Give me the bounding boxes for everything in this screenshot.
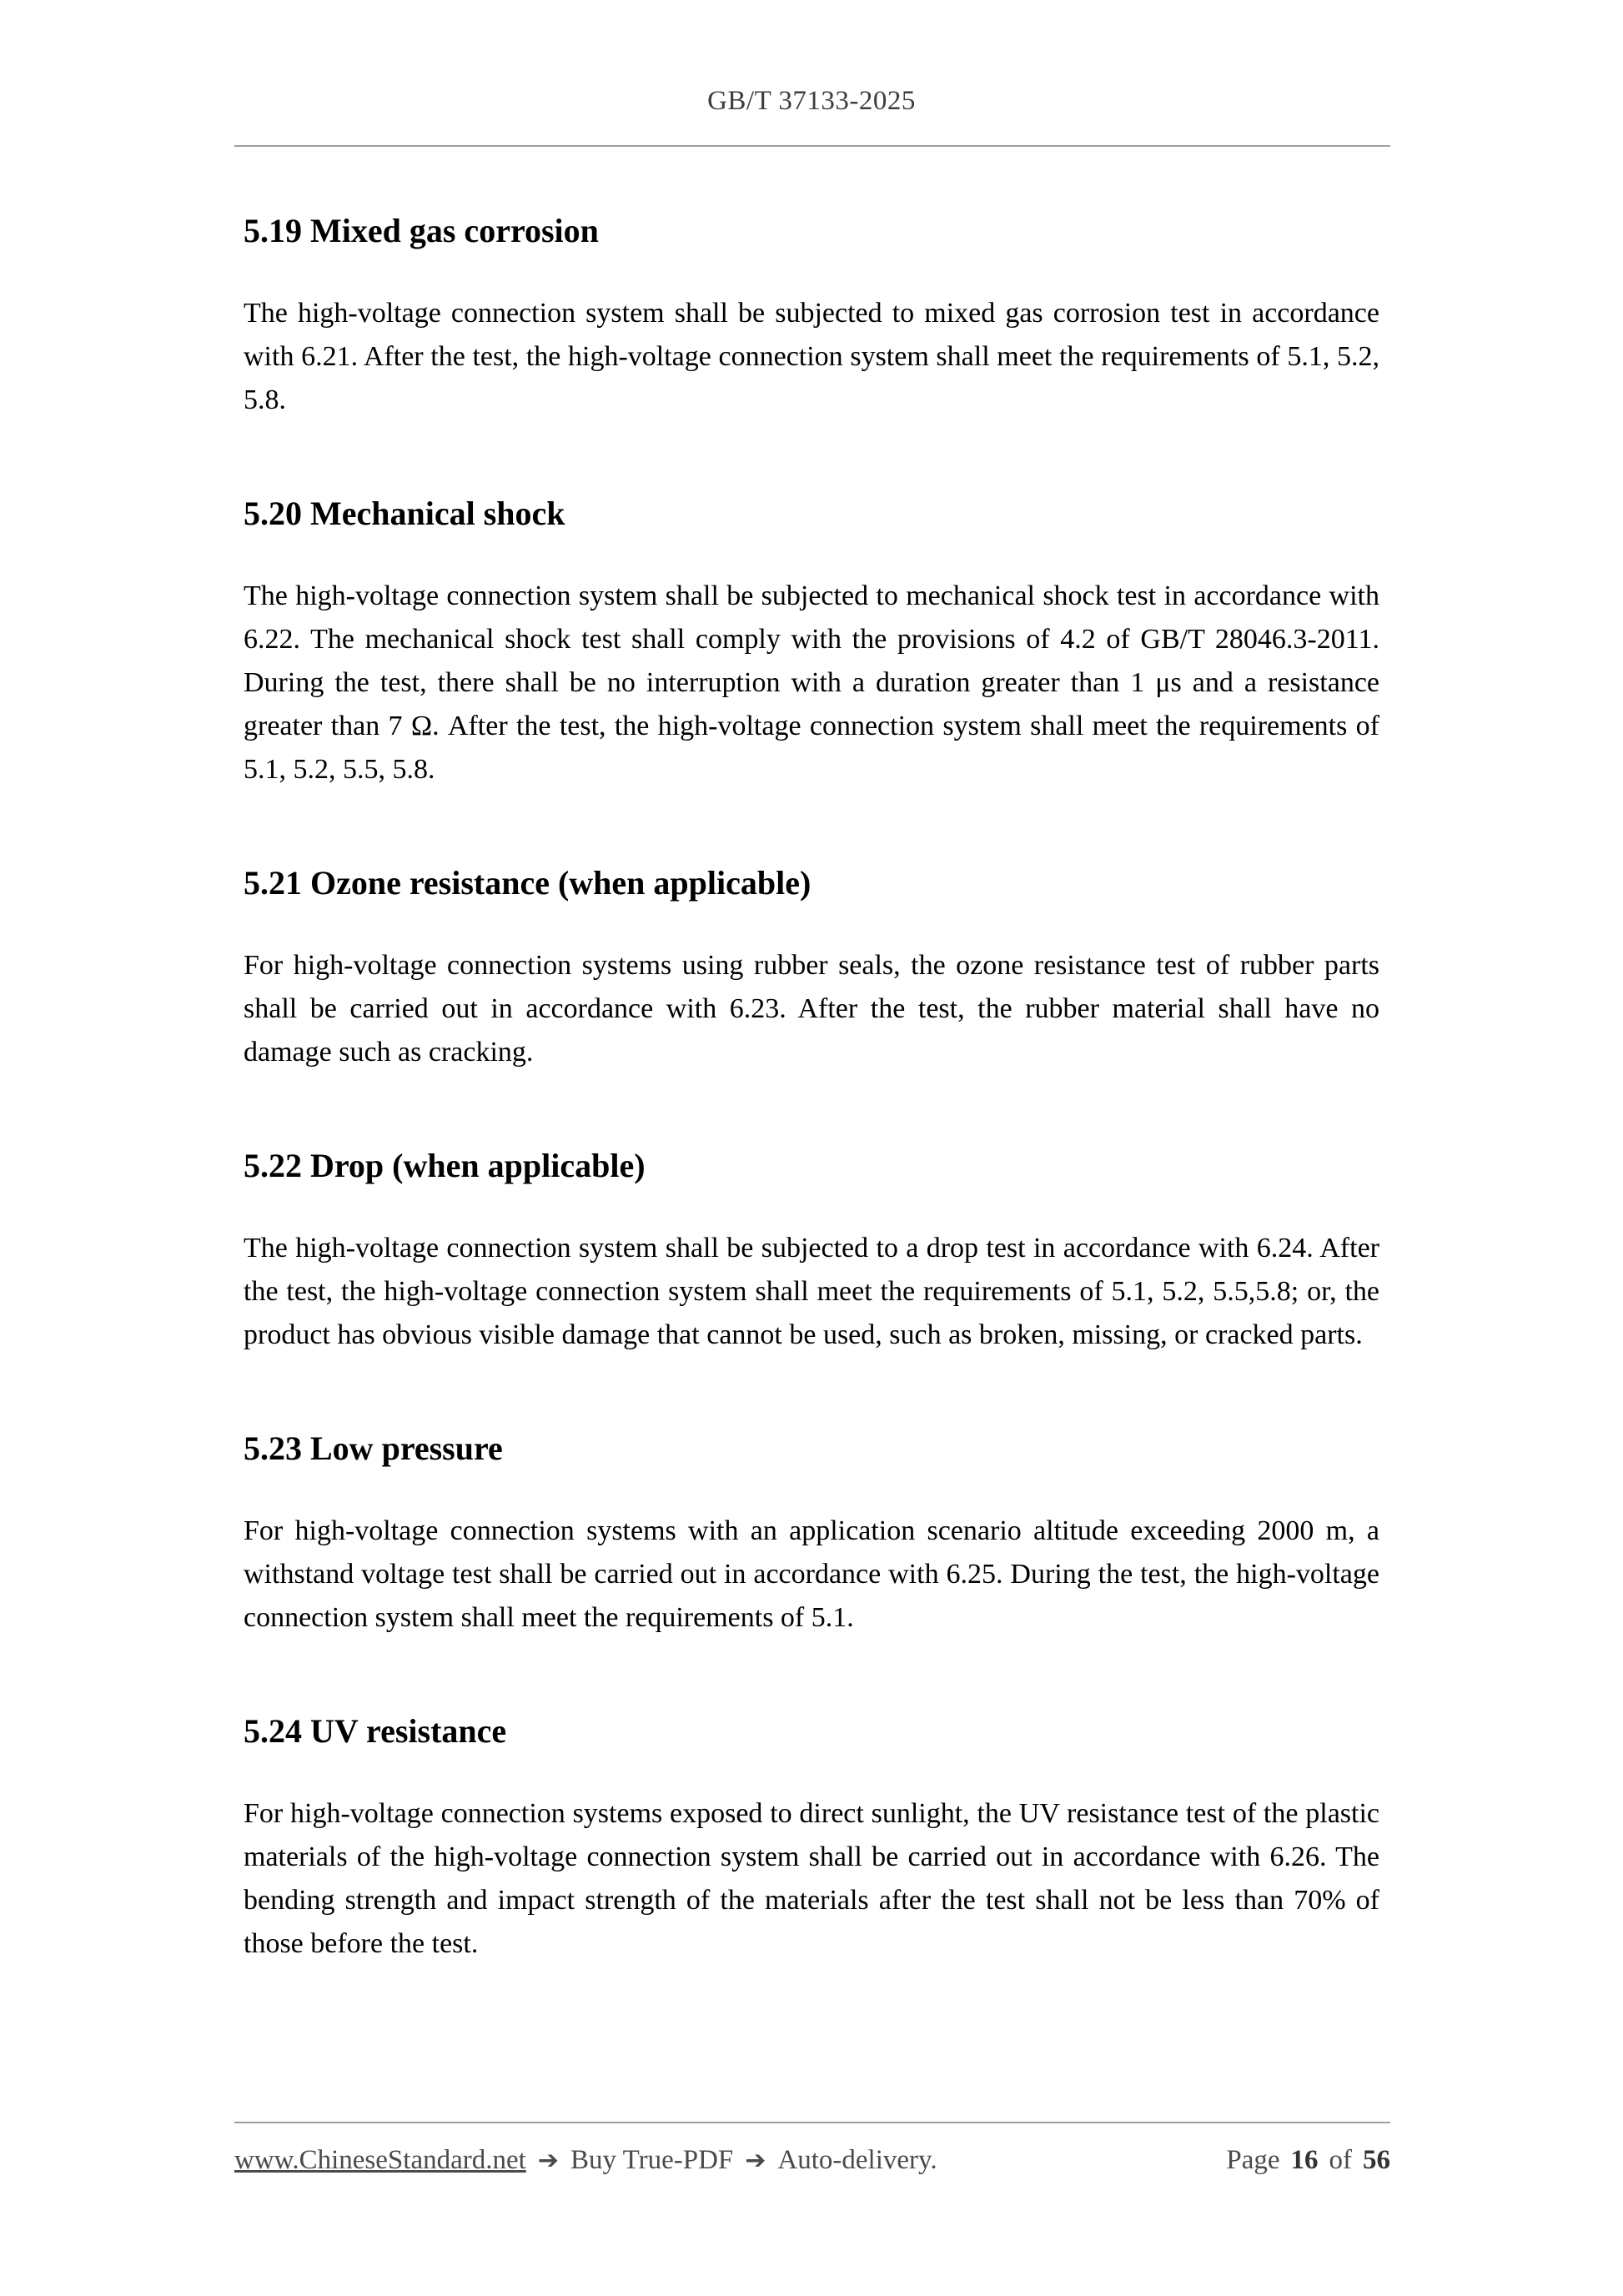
section-5-24 [244,1711,1379,1966]
section-paragraph: For high-voltage connection systems with an application scenario altitude exceeding 2000 m, a withstand voltage test shall be carried out in accordance with 6.25. During the test, the high-voltage connection system shall meet the requirements of 5.1. [244,1515,1379,1633]
total-pages-number: 56 [1363,2145,1390,2175]
of-word: of [1329,2145,1352,2175]
section-paragraph: The high-voltage connection system shall be subjected to a drop test in accordance with 6.24. After the test, the high-voltage connection system shall meet the requirements of 5.1, 5.2, 5.5,5.8; or, the product has obvious visible damage that cannot be used, such as broken, missing, or cracked parts. [244,1233,1379,1350]
section-paragraph: For high-voltage connection systems exposed to direct sunlight, the UV resistance test of the plastic materials of the high-voltage connection system shall be carried out in accordance with 6.26. The bending strength and impact strength of the materials after the test shall not be less than 70% of those before the test. [244,1798,1379,1959]
section-heading: 5.22 Drop (when applicable) [244,1147,646,1184]
footer-action-delivery: Auto-delivery. [777,2145,937,2175]
section-5-19 [244,210,1379,422]
footer-promo [234,2145,937,2176]
page-content [244,210,1379,1966]
section-5-21 [244,862,1379,1074]
section-heading: 5.24 UV resistance [244,1712,507,1750]
footer-action-buy: Buy True-PDF [570,2145,734,2175]
header-divider [234,145,1390,147]
section-heading: 5.23 Low pressure [244,1429,503,1467]
current-page-number: 16 [1290,2145,1319,2175]
section-paragraph: The high-voltage connection system shall be subjected to mechanical shock test in accordance with 6.22. The mechanical shock test shall comply with the provisions of 4.2 of GB/T 28046.3-2011. During the test, there shall be no interruption with a duration greater than 1 μs and a resistance greater than 7 Ω. After the test, the high-voltage connection system shall meet the requirements of 5.1, 5.2, 5.5, 5.8. [244,580,1379,785]
website-link[interactable]: www.ChineseStandard.net [234,2145,526,2175]
footer-row [234,2145,1390,2176]
right-arrow-icon: ➔ [537,2146,559,2175]
footer-divider [234,2122,1390,2123]
section-paragraph: For high-voltage connection systems using rubber seals, the ozone resistance test of rubber parts shall be carried out in accordance with 6.23. After the test, the rubber material shall have no damage such as cracking. [244,950,1379,1068]
right-arrow-icon: ➔ [745,2146,766,2175]
section-5-23 [244,1428,1379,1640]
section-heading: 5.20 Mechanical shock [244,495,565,532]
page-indicator [1226,2145,1390,2176]
section-5-22 [244,1145,1379,1357]
section-heading: 5.19 Mixed gas corrosion [244,212,599,249]
standard-number-header: GB/T 37133-2025 [707,86,916,116]
page-word: Page [1226,2145,1280,2175]
section-5-20 [244,493,1379,791]
page-footer [234,2122,1390,2176]
section-heading: 5.21 Ozone resistance (when applicable) [244,864,812,902]
section-paragraph: The high-voltage connection system shall be subjected to mixed gas corrosion test in accordance with 6.21. After the test, the high-voltage connection system shall meet the requirements of 5.1, 5.2, 5.8. [244,298,1379,415]
